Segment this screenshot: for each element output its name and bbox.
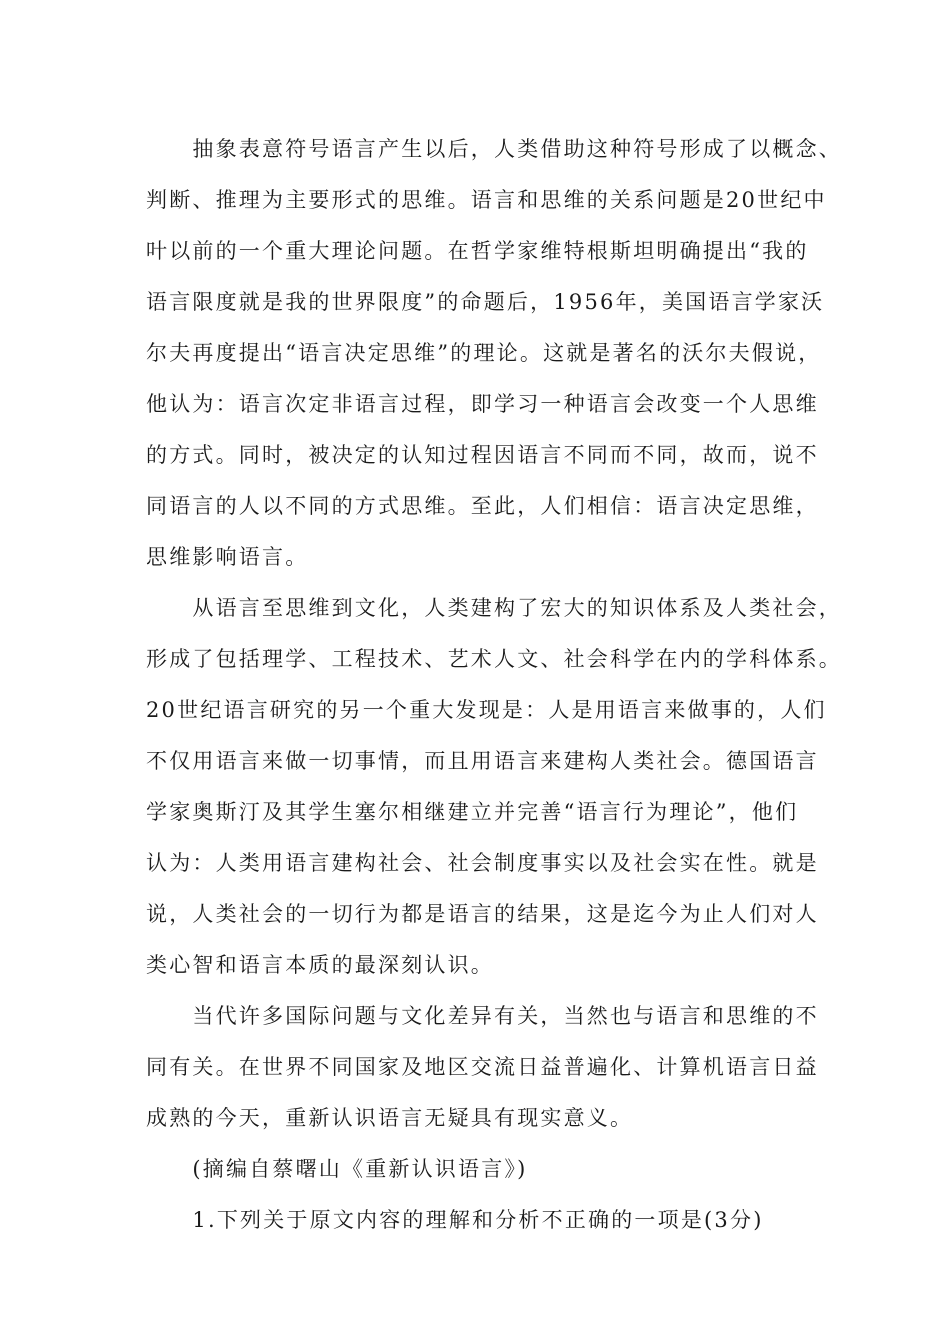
text-line: 的方式。同时，被决定的认知过程因语言不同而不同，故而，说不 [146,443,819,467]
text-line: 成熟的今天，重新认识语言无疑具有现实意义。 [146,1106,634,1130]
question-1 [146,1195,806,1246]
text-line: 说，人类社会的一切行为都是语言的结果，这是迄今为止人们对人 [146,902,819,926]
text-line: 判断、推理为主要形式的思维。语言和思维的关系问题是20世纪中 [146,188,827,212]
text-line: 从语言至思维到文化，人类建构了宏大的知识体系及人类社会， [146,596,842,620]
document-body [146,124,842,1246]
text-line: 同有关。在世界不同国家及地区交流日益普遍化、计算机语言日益 [146,1055,819,1079]
text-line: 当代许多国际问题与文化差异有关，当然也与语言和思维的不 [146,1004,819,1028]
text-line: 思维影响语言。 [146,545,309,569]
text-line: 形成了包括理学、工程技术、艺术人文、社会科学在内的学科体系。 [146,647,842,671]
text-line: 1.下列关于原文内容的理解和分析不正确的一项是(3分) [146,1208,764,1232]
text-line: 同语言的人以不同的方式思维。至此，人们相信：语言决定思维， [146,494,819,518]
text-line: 叶以前的一个重大理论问题。在哲学家维特根斯坦明确提出“我的 [146,239,809,263]
source-citation [146,1144,806,1195]
paragraph-3 [146,991,819,1144]
text-line: (摘编自蔡曙山《重新认识语言》) [146,1157,528,1181]
text-line: 类心智和语言本质的最深刻认识。 [146,953,494,977]
paragraph-1 [146,124,842,583]
text-line: 不仅用语言来做一切事情，而且用语言来建构人类社会。德国语言 [146,749,819,773]
text-line: 抽象表意符号语言产生以后，人类借助这种符号形成了以概念、 [146,137,842,161]
text-line: 认为：人类用语言建构社会、社会制度事实以及社会实在性。就是 [146,851,819,875]
text-line: 语言限度就是我的世界限度”的命题后，1956年，美国语言学家沃 [146,290,825,314]
paragraph-2 [146,583,842,991]
text-line: 学家奥斯汀及其学生塞尔相继建立并完善“语言行为理论”，他们 [146,800,799,824]
text-line: 20世纪语言研究的另一个重大发现是：人是用语言来做事的，人们 [146,698,827,722]
text-line: 尔夫再度提出“语言决定思维”的理论。这就是著名的沃尔夫假说， [146,341,822,365]
text-line: 他认为：语言次定非语言过程，即学习一种语言会改变一个人思维 [146,392,819,416]
